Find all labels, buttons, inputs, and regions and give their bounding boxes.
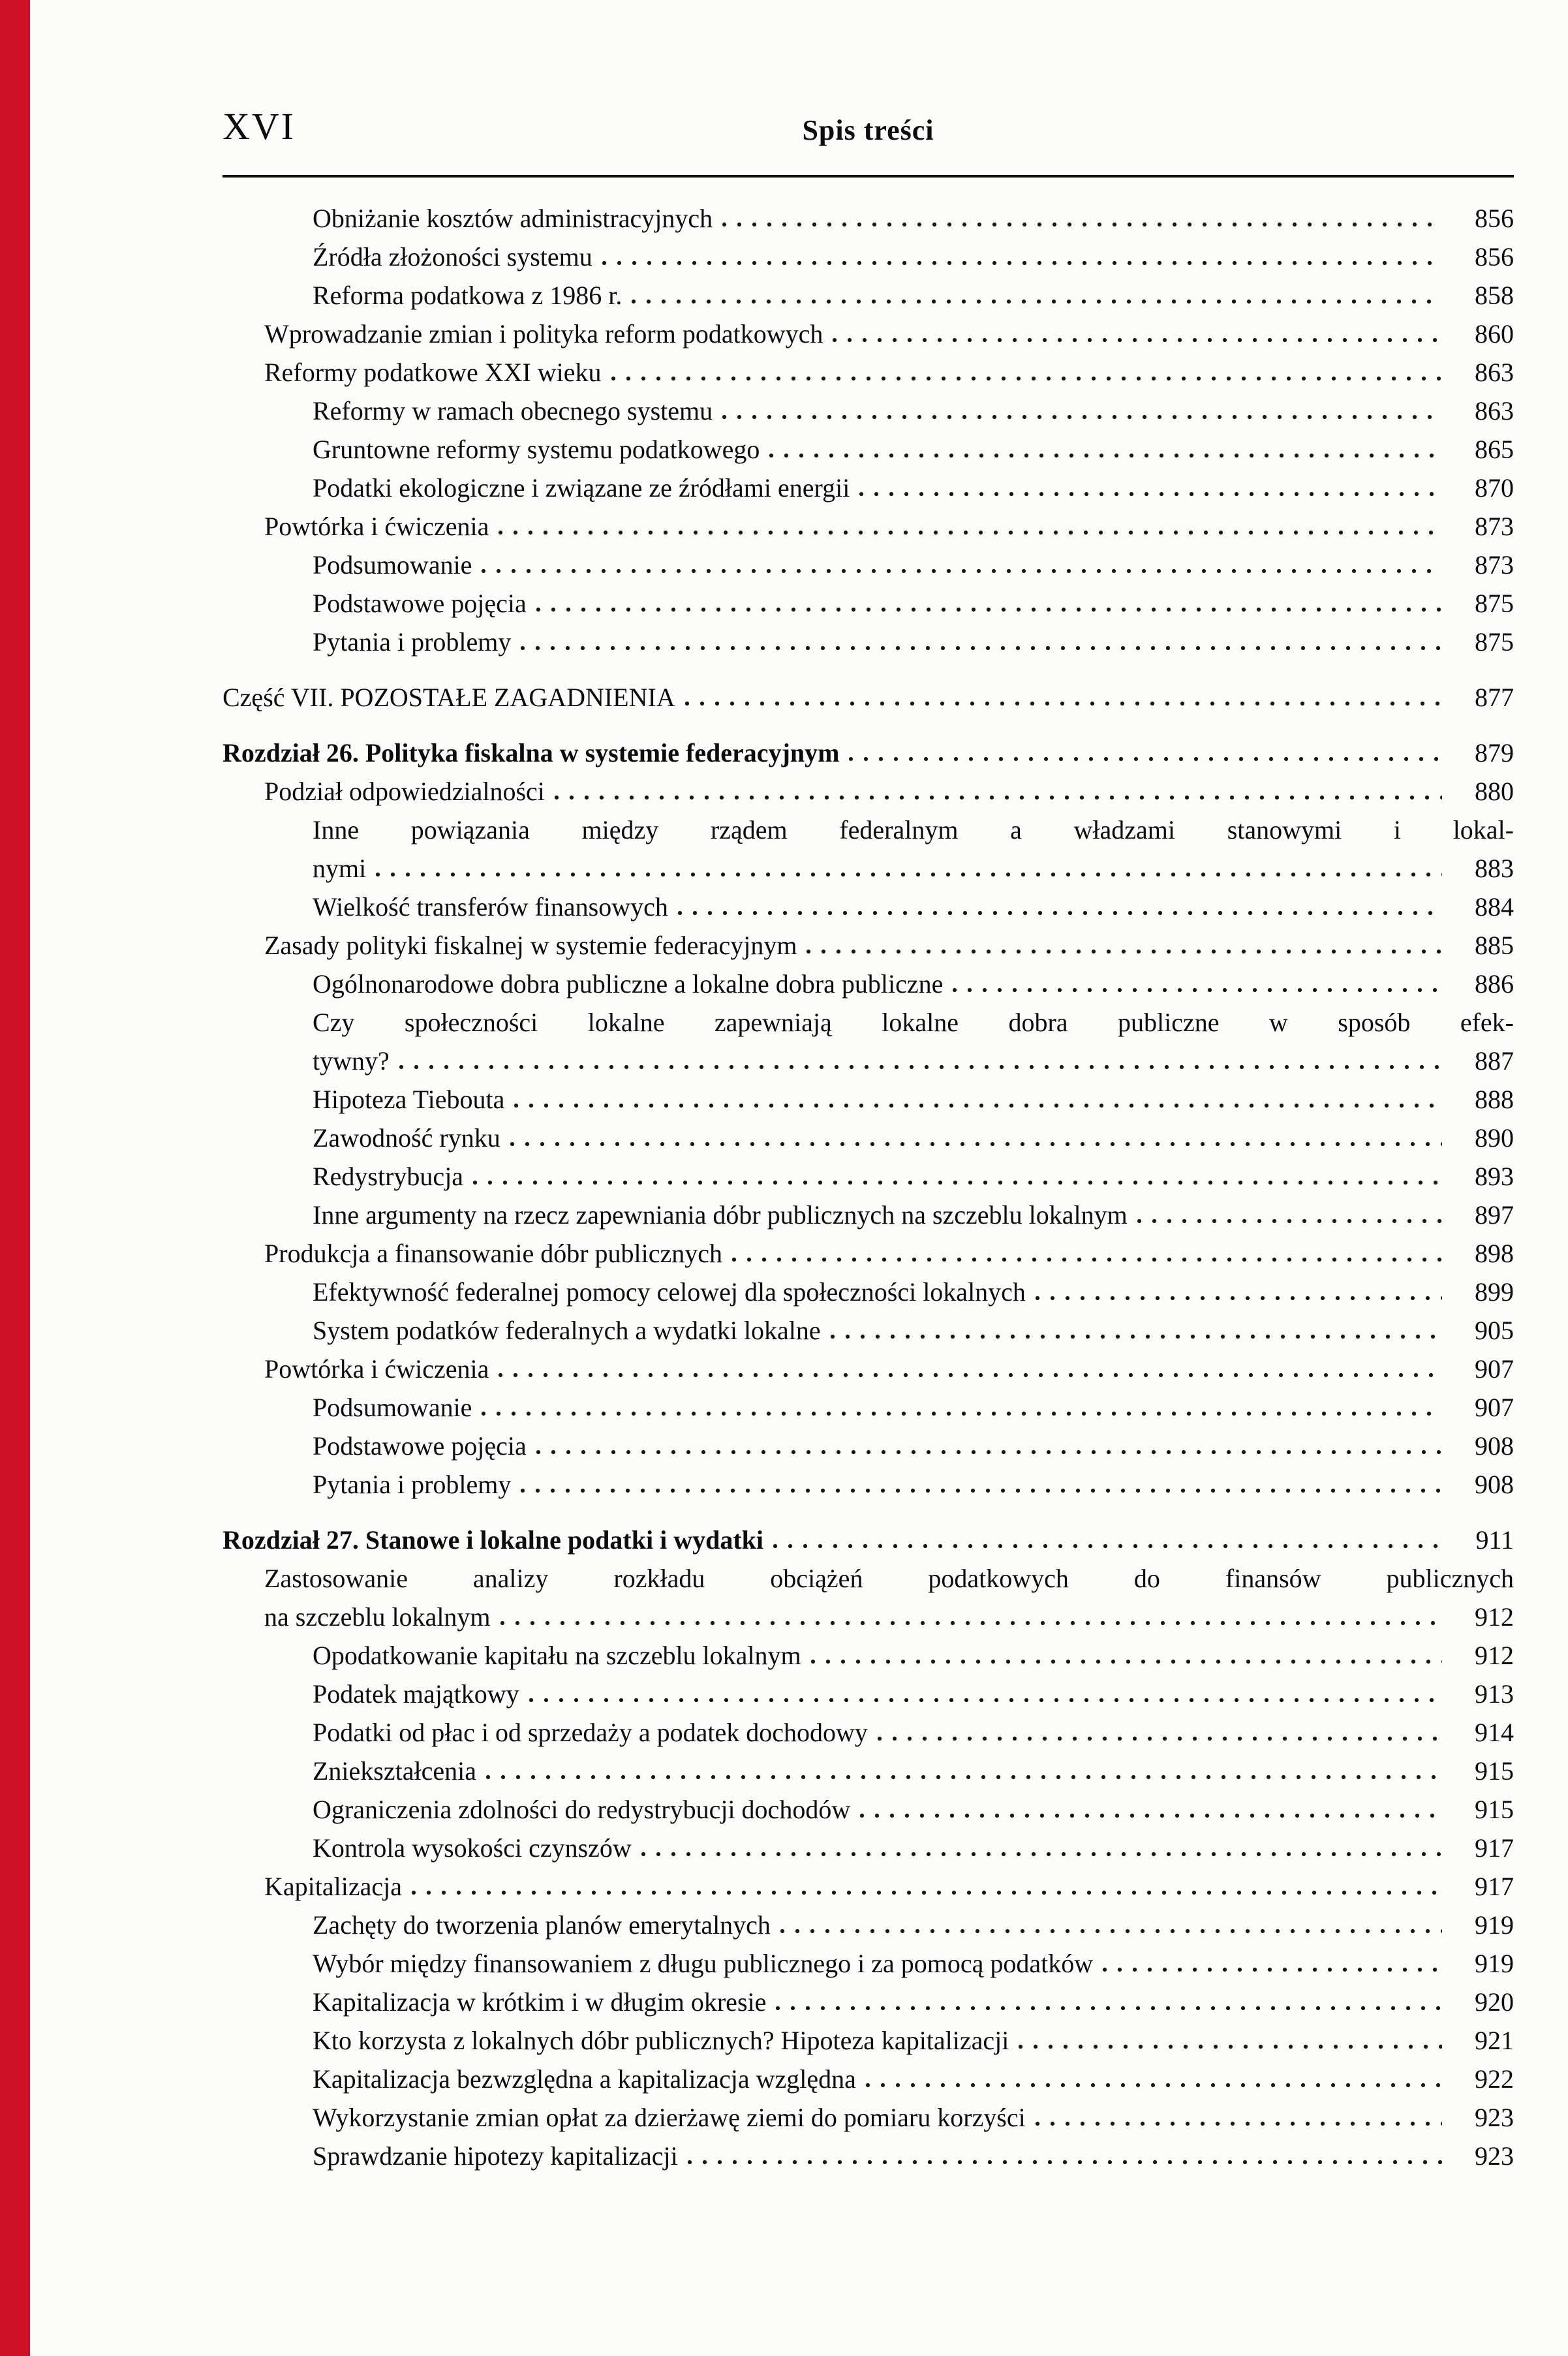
toc-entry-label: Podatki od płac i od sprzedaży a podatek dochodowy <box>313 1718 868 1747</box>
toc-row <box>223 1042 1514 1080</box>
toc-page-number: 923 <box>1475 2103 1514 2132</box>
toc-row <box>223 507 1514 546</box>
toc-row <box>223 734 1514 772</box>
toc-entry-label: Ograniczenia zdolności do redystrybucji dochodów <box>313 1795 851 1824</box>
red-edge-bar <box>0 0 30 2356</box>
toc-row <box>223 2060 1514 2098</box>
dot-leader <box>520 645 1442 651</box>
toc-row <box>223 1521 1514 1559</box>
toc-row <box>223 1713 1514 1752</box>
toc-row <box>223 1119 1514 1157</box>
toc-entry-label: Kontrola wysokości czynszów <box>313 1833 632 1863</box>
dot-leader <box>1035 2121 1442 2126</box>
toc-row <box>223 238 1514 276</box>
toc-page-number: 870 <box>1475 473 1514 503</box>
toc-page-number: 911 <box>1475 1525 1514 1555</box>
dot-leader <box>877 1736 1442 1741</box>
toc-entry-label: Część VII. POZOSTAŁE ZAGADNIENIA <box>223 683 675 712</box>
toc-page-number: 920 <box>1475 1987 1514 2017</box>
toc-row <box>223 2021 1514 2060</box>
dot-leader <box>1102 1967 1442 1972</box>
toc-entry-label: Podstawowe pojęcia <box>313 1431 527 1461</box>
toc-entry-label: Gruntowne reformy systemu podatkowego <box>313 435 760 464</box>
toc-page-number: 887 <box>1475 1046 1514 1076</box>
toc-row <box>223 315 1514 353</box>
toc-page-number: 919 <box>1475 1949 1514 1978</box>
dot-leader <box>611 376 1442 381</box>
toc-entry-label: Pytania i problemy <box>313 627 512 657</box>
dot-leader <box>399 1064 1442 1070</box>
toc-page-number: 905 <box>1475 1316 1514 1345</box>
toc-entry-label: Reformy w ramach obecnego systemu <box>313 396 713 426</box>
dot-leader <box>554 795 1442 800</box>
toc-row <box>223 1867 1514 1906</box>
dot-leader <box>472 1180 1442 1185</box>
toc-page-number: 893 <box>1475 1162 1514 1191</box>
dot-leader <box>375 872 1442 877</box>
toc-page-number: 885 <box>1475 931 1514 960</box>
dot-leader <box>769 453 1442 458</box>
toc-page-number: 922 <box>1475 2064 1514 2094</box>
dot-leader <box>731 1257 1442 1262</box>
toc-page-number: 898 <box>1475 1239 1514 1268</box>
toc-page-number: 888 <box>1475 1085 1514 1114</box>
toc-page-number: 913 <box>1475 1679 1514 1709</box>
toc-row <box>223 2098 1514 2137</box>
toc-entry-label: Podział odpowiedzialności <box>264 777 545 806</box>
toc-entry-label: Sprawdzanie hipotezy kapitalizacji <box>313 2141 678 2171</box>
toc-page-number: 875 <box>1475 589 1514 618</box>
toc-entry-wrapped-line: Zastosowanie analizy rozkładu obciążeń podatkowych do finansów publicznych <box>264 1564 1514 1593</box>
toc-entry-label: tywny? <box>313 1046 390 1076</box>
toc-row <box>223 849 1514 888</box>
dot-leader <box>514 1103 1442 1108</box>
toc-page-number: 915 <box>1475 1756 1514 1786</box>
toc-row <box>223 1944 1514 1983</box>
toc-row <box>223 584 1514 623</box>
dot-leader <box>859 491 1442 497</box>
dot-leader <box>498 530 1442 535</box>
dot-leader <box>631 299 1442 304</box>
toc-entry-label: Rozdział 27. Stanowe i lokalne podatki i wydatki <box>223 1525 764 1555</box>
toc-entry-label: Podatki ekologiczne i związane ze źródłami energii <box>313 473 850 503</box>
dot-leader <box>780 1929 1442 1934</box>
toc-entry-label: Zachęty do tworzenia planów emerytalnych <box>313 1910 771 1940</box>
dot-leader <box>773 1543 1442 1549</box>
toc-entry-label: Podstawowe pojęcia <box>313 589 527 618</box>
toc-row <box>223 1829 1514 1867</box>
toc-row <box>223 623 1514 661</box>
toc-row <box>223 1636 1514 1675</box>
toc-row <box>223 888 1514 926</box>
toc-page-number: 875 <box>1475 627 1514 657</box>
dot-leader <box>1035 1295 1442 1301</box>
toc-entry-label: Wykorzystanie zmian opłat za dzierżawę ziemi do pomiaru korzyści <box>313 2103 1026 2132</box>
toc-page-number: 923 <box>1475 2141 1514 2171</box>
toc-row <box>223 469 1514 507</box>
toc-row <box>223 546 1514 584</box>
toc-entry-label: Opodatkowanie kapitału na szczeblu lokalnym <box>313 1641 801 1670</box>
toc-page-number: 907 <box>1475 1354 1514 1384</box>
toc-row <box>223 1080 1514 1119</box>
toc-spacer <box>223 717 1514 734</box>
dot-leader <box>830 1334 1442 1339</box>
toc-row <box>223 1790 1514 1829</box>
toc-row <box>223 1465 1514 1504</box>
dot-leader <box>952 987 1442 993</box>
dot-leader <box>775 2006 1442 2011</box>
toc-entry-wrapped-line: Czy społeczności lokalne zapewniają lokalne dobra publiczne w sposób efek- <box>313 1008 1514 1037</box>
toc-page-number: 879 <box>1475 738 1514 767</box>
dot-leader <box>832 337 1442 343</box>
dot-leader <box>722 414 1442 420</box>
toc-row <box>223 276 1514 315</box>
toc-row <box>223 1388 1514 1427</box>
toc-entry-label: Wybór między finansowaniem z długu publicznego i za pomocą podatków <box>313 1949 1094 1978</box>
dot-leader <box>602 260 1442 266</box>
toc-entry-label: Pytania i problemy <box>313 1470 512 1499</box>
toc-entry-label: Kapitalizacja w krótkim i w długim okresie <box>313 1987 767 2017</box>
toc-page-number: 877 <box>1475 683 1514 712</box>
toc-page-number: 886 <box>1475 969 1514 999</box>
toc-row <box>223 1598 1514 1636</box>
toc-row <box>223 1196 1514 1234</box>
header-title: Spis treści <box>802 114 934 146</box>
toc-entry-label: Obniżanie kosztów administracyjnych <box>313 204 713 233</box>
toc-row <box>223 1350 1514 1388</box>
toc-page-number: 915 <box>1475 1795 1514 1824</box>
toc-page-number: 908 <box>1475 1470 1514 1499</box>
toc-page-number: 912 <box>1475 1602 1514 1632</box>
dot-leader <box>481 568 1442 574</box>
toc-row <box>223 1427 1514 1465</box>
page-header <box>223 104 1514 170</box>
dot-leader <box>498 1372 1442 1378</box>
toc-page-number: 917 <box>1475 1833 1514 1863</box>
toc-entry-label: Zniekształcenia <box>313 1756 476 1786</box>
toc-entry-label: Ogólnonarodowe dobra publiczne a lokalne dobra publiczne <box>313 969 944 999</box>
dot-leader <box>1137 1218 1442 1224</box>
toc-spacer <box>223 1504 1514 1521</box>
toc-page-number: 856 <box>1475 242 1514 271</box>
dot-leader <box>859 1813 1442 1818</box>
toc-row <box>223 392 1514 430</box>
dot-leader <box>810 1659 1442 1664</box>
toc-row <box>223 353 1514 392</box>
toc-entry-label: Kapitalizacja bezwzględna a kapitalizacja względna <box>313 2064 856 2094</box>
dot-leader <box>677 910 1442 916</box>
dot-leader <box>536 607 1442 612</box>
toc-entry-label: Źródła złożoności systemu <box>313 242 592 271</box>
dot-leader <box>722 222 1442 227</box>
toc-page-number: 858 <box>1475 281 1514 310</box>
toc-row <box>223 965 1514 1003</box>
toc-page-number: 921 <box>1475 2026 1514 2055</box>
toc-row <box>223 1675 1514 1713</box>
dot-leader <box>684 701 1442 706</box>
toc-entry-label: Produkcja a finansowanie dóbr publicznych <box>264 1239 723 1268</box>
toc-entry-label: Hipoteza Tiebouta <box>313 1085 505 1114</box>
toc-row <box>223 430 1514 469</box>
toc-entry-label: Kto korzysta z lokalnych dóbr publicznych? Hipoteza kapitalizacji <box>313 2026 1009 2055</box>
dot-leader <box>536 1449 1442 1455</box>
toc-entry-label: Rozdział 26. Polityka fiskalna w systemie federacyjnym <box>223 738 840 767</box>
toc-page-number: 880 <box>1475 777 1514 806</box>
toc-row <box>223 199 1514 238</box>
dot-leader <box>848 756 1442 762</box>
toc-row <box>223 1906 1514 1944</box>
toc-entry-label: na szczeblu lokalnym <box>264 1602 491 1632</box>
toc-list <box>223 199 1514 2175</box>
page-number: XVI <box>223 105 296 147</box>
toc-row <box>223 1311 1514 1350</box>
toc-entry-label: Reforma podatkowa z 1986 r. <box>313 281 623 310</box>
dot-leader <box>520 1488 1442 1493</box>
toc-page-number: 919 <box>1475 1910 1514 1940</box>
toc-row <box>223 678 1514 717</box>
toc-page-number: 863 <box>1475 358 1514 387</box>
toc-row <box>223 772 1514 811</box>
toc-row <box>223 1273 1514 1311</box>
toc-entry-label: System podatków federalnych a wydatki lokalne <box>313 1316 821 1345</box>
toc-page-number: 897 <box>1475 1200 1514 1230</box>
toc-page-number: 863 <box>1475 396 1514 426</box>
toc-page-number: 883 <box>1475 854 1514 883</box>
toc-row <box>223 1157 1514 1196</box>
dot-leader <box>481 1411 1442 1416</box>
toc-page-number: 907 <box>1475 1393 1514 1422</box>
toc-row <box>223 1234 1514 1273</box>
toc-page-number: 912 <box>1475 1641 1514 1670</box>
toc-page-number: 899 <box>1475 1277 1514 1307</box>
toc-page-number: 890 <box>1475 1123 1514 1153</box>
toc-entry-label: nymi <box>313 854 367 883</box>
toc-page-number: 856 <box>1475 204 1514 233</box>
toc-entry-label: Podsumowanie <box>313 1393 472 1422</box>
dot-leader <box>806 949 1442 954</box>
dot-leader <box>865 2083 1442 2088</box>
toc-page-number: 914 <box>1475 1718 1514 1747</box>
toc-page-number: 865 <box>1475 435 1514 464</box>
toc-page-number: 873 <box>1475 512 1514 541</box>
dot-leader <box>529 1697 1442 1703</box>
toc-page-number: 884 <box>1475 892 1514 922</box>
dot-leader <box>510 1141 1442 1147</box>
toc-entry-label: Powtórka i ćwiczenia <box>264 512 489 541</box>
toc-page-number: 873 <box>1475 550 1514 580</box>
toc-page-number: 908 <box>1475 1431 1514 1461</box>
dot-leader <box>687 2160 1442 2165</box>
toc-page-number: 917 <box>1475 1872 1514 1901</box>
toc-spacer <box>223 661 1514 678</box>
toc-row <box>223 1752 1514 1790</box>
toc-entry-label: Podatek majątkowy <box>313 1679 519 1709</box>
toc-row <box>223 2137 1514 2175</box>
toc-row <box>223 926 1514 965</box>
toc-entry-label: Reformy podatkowe XXI wieku <box>264 358 602 387</box>
toc-entry-label: Inne argumenty na rzecz zapewniania dóbr publicznych na szczeblu lokalnym <box>313 1200 1128 1230</box>
toc-entry-label: Zawodność rynku <box>313 1123 500 1153</box>
toc-entry-wrapped-line: Inne powiązania między rządem federalnym a władzami stanowymi i lokal- <box>313 815 1514 845</box>
dot-leader <box>411 1890 1442 1895</box>
dot-leader <box>641 1852 1442 1857</box>
dot-leader <box>1018 2044 1442 2049</box>
toc-entry-label: Redystrybucja <box>313 1162 464 1191</box>
toc-entry-label: Wielkość transferów finansowych <box>313 892 668 922</box>
toc-entry-label: Efektywność federalnej pomocy celowej dla społeczności lokalnych <box>313 1277 1026 1307</box>
dot-leader <box>485 1775 1442 1780</box>
toc-entry-label: Podsumowanie <box>313 550 472 580</box>
toc-row <box>223 1983 1514 2021</box>
toc-entry-label: Powtórka i ćwiczenia <box>264 1354 489 1384</box>
toc-entry-label: Wprowadzanie zmian i polityka reform podatkowych <box>264 319 823 349</box>
toc-entry-label: Kapitalizacja <box>264 1872 402 1901</box>
toc-entry-label: Zasady polityki fiskalnej w systemie federacyjnym <box>264 931 797 960</box>
dot-leader <box>500 1620 1442 1626</box>
toc-page-number: 860 <box>1475 319 1514 349</box>
header-rule <box>223 175 1514 178</box>
